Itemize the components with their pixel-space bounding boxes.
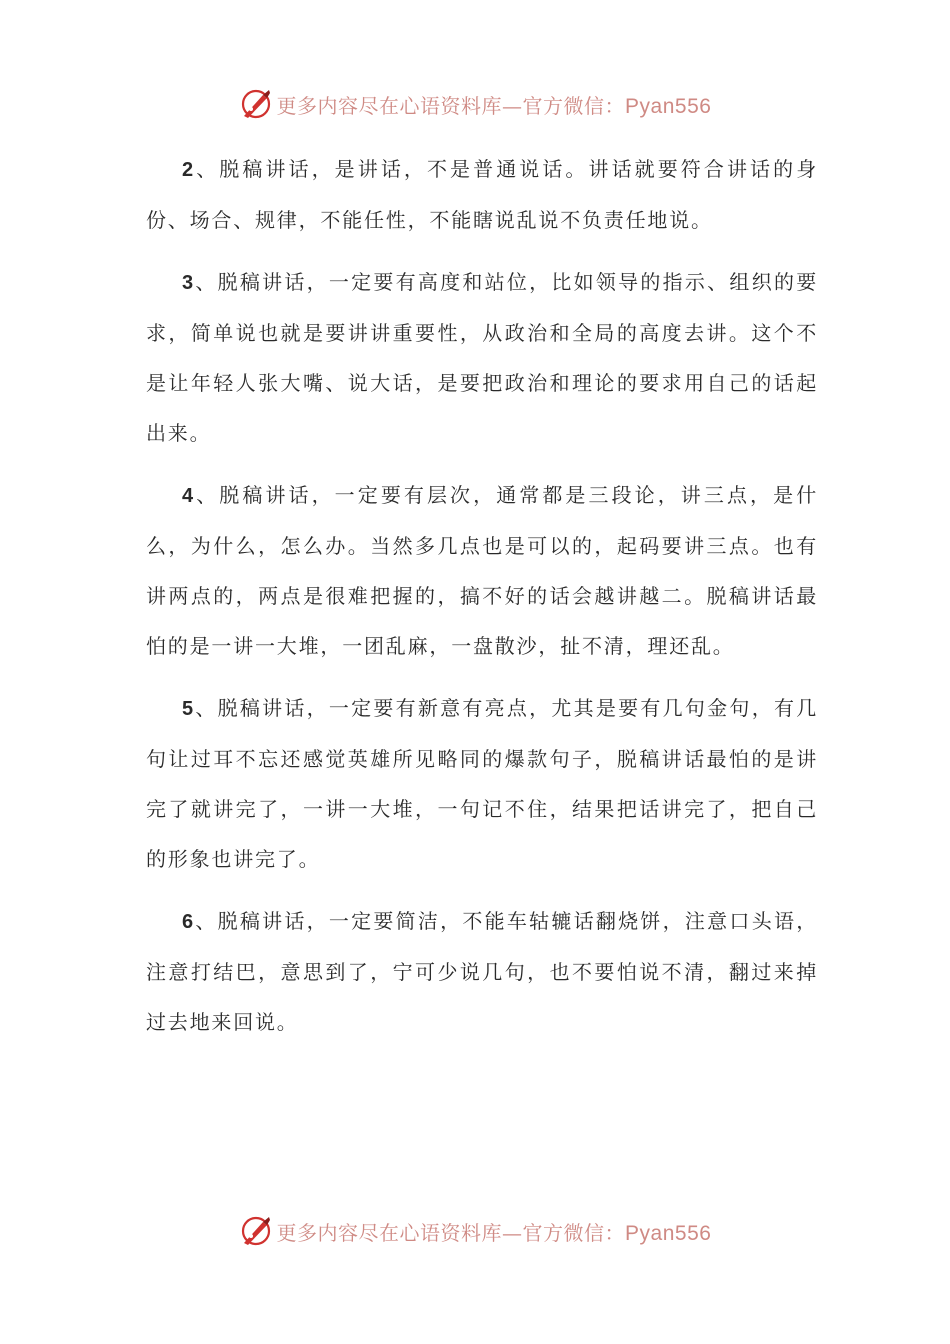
paragraph-number: 3	[182, 272, 195, 294]
header-banner-separator: —	[502, 93, 523, 118]
paragraph-number: 4	[182, 485, 195, 507]
header-banner	[0, 84, 950, 124]
footer-banner-wechat-id: Pyan556	[625, 1221, 712, 1245]
paragraph-text: 、脱稿讲话，一定要简洁，不能车轱辘话翻烧饼，注意口头语，注意打结巴，意思到了，宁可少说几句，也不要怕说不清，翻过来掉过去地来回说。	[146, 909, 818, 1034]
header-banner-wechat-label: 官方微信：	[522, 93, 626, 118]
footer-banner-text	[277, 1217, 712, 1246]
paragraph-4	[146, 470, 818, 671]
footer-banner-separator: —	[502, 1220, 523, 1245]
paragraph-3	[146, 257, 818, 458]
header-banner-cn: 更多内容尽在心语资料库	[276, 93, 503, 118]
paragraph-text: 、脱稿讲话，是讲话，不是普通说话。讲话就要符合讲话的身份、场合、规律，不能任性，不能瞎说乱说不负责任地说。	[146, 157, 818, 232]
paragraph-2	[146, 144, 818, 245]
pen-logo-icon	[239, 1214, 273, 1248]
paragraph-number: 5	[182, 698, 195, 720]
footer-banner	[0, 1211, 950, 1251]
paragraph-text: 、脱稿讲话，一定要有层次，通常都是三段论，讲三点，是什么，为什么，怎么办。当然多几点也是可以的，起码要讲三点。也有讲两点的，两点是很难把握的，搞不好的话会越讲越二。脱稿讲话最怕的是一讲一大堆，一团乱麻，一盘散沙，扯不清，理还乱。	[146, 483, 818, 658]
document-body	[146, 144, 818, 1059]
paragraph-number: 2	[182, 159, 195, 181]
pen-logo-icon	[239, 87, 273, 121]
header-banner-text	[277, 90, 712, 119]
paragraph-text: 、脱稿讲话，一定要有新意有亮点，尤其是要有几句金句，有几句让过耳不忘还感觉英雄所见略同的爆款句子，脱稿讲话最怕的是讲完了就讲完了，一讲一大堆，一句记不住，结果把话讲完了，把自己的形象也讲完了。	[146, 696, 818, 871]
paragraph-number: 6	[182, 911, 195, 933]
footer-banner-wechat-label: 官方微信：	[522, 1220, 626, 1245]
paragraph-5	[146, 683, 818, 884]
footer-banner-cn: 更多内容尽在心语资料库	[276, 1220, 503, 1245]
header-banner-wechat-id: Pyan556	[625, 94, 712, 118]
paragraph-6	[146, 896, 818, 1047]
paragraph-text: 、脱稿讲话，一定要有高度和站位，比如领导的指示、组织的要求，简单说也就是要讲讲重要性，从政治和全局的高度去讲。这个不是让年轻人张大嘴、说大话，是要把政治和理论的要求用自己的话起出来。	[146, 270, 818, 445]
